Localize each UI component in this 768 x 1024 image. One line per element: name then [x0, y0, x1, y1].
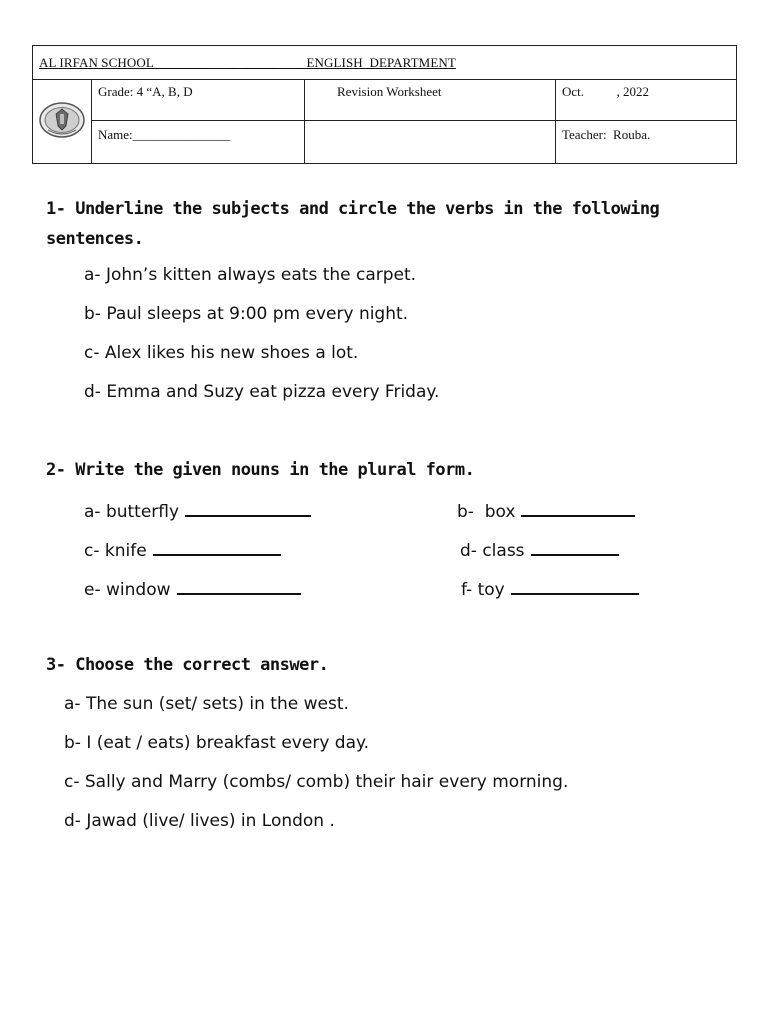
q3-item-d: d- Jawad (live/ lives) in London . [64, 811, 335, 831]
q2-item-d [460, 538, 619, 561]
answer-blank[interactable] [531, 538, 619, 556]
q1-item-c: c- Alex likes his new shoes a lot. [84, 343, 359, 363]
q3-item-b: b- I (eat / eats) breakfast every day. [64, 733, 370, 753]
question-3-title: 3- Choose the correct answer. [46, 655, 329, 675]
question-1-title: 1- Underline the subjects and circle the verbs in the following sentences. [46, 199, 660, 249]
worksheet-title: Revision Worksheet [305, 80, 556, 121]
q2-item-f-label: f- toy [461, 580, 505, 600]
empty-cell [305, 121, 556, 164]
date-label: Oct. , 2022 [556, 80, 737, 121]
q2-item-e-label: e- window [84, 580, 171, 600]
q2-item-a-label: a- butterfly [84, 502, 180, 522]
q2-item-c [84, 538, 281, 561]
q2-item-d-label: d- class [460, 541, 525, 561]
answer-blank[interactable] [153, 538, 281, 556]
q1-item-a: a- John’s kitten always eats the carpet. [84, 265, 417, 285]
answer-blank[interactable] [521, 499, 635, 517]
q2-item-f [461, 577, 639, 600]
q3-item-a: a- The sun (set/ sets) in the west. [64, 694, 349, 714]
school-name: AL IRFAN SCHOOL________ _ _____ _ ENGLISH DEPARTMENT [39, 54, 456, 70]
grade-label: Grade: 4 “A, B, D [92, 80, 305, 121]
worksheet-header [32, 45, 737, 164]
school-crest-icon [38, 100, 86, 140]
q2-item-b-label: b- box [457, 502, 516, 522]
answer-blank[interactable] [177, 577, 301, 595]
school-department-line [33, 46, 737, 80]
q2-item-b [457, 499, 635, 522]
q1-item-b: b- Paul sleeps at 9:00 pm every night. [84, 304, 409, 324]
question-2-title: 2- Write the given nouns in the plural form. [46, 460, 475, 480]
answer-blank[interactable] [511, 577, 639, 595]
teacher-label: Teacher: Rouba. [556, 121, 737, 164]
q2-item-e [84, 577, 301, 600]
q2-item-a [84, 499, 311, 522]
q2-item-c-label: c- knife [84, 541, 147, 561]
q1-item-d: d- Emma and Suzy eat pizza every Friday. [84, 382, 440, 402]
q3-item-c: c- Sally and Marry (combs/ comb) their hair every morning. [64, 772, 569, 792]
school-logo [33, 80, 92, 164]
answer-blank[interactable] [185, 499, 311, 517]
student-name-field: Name:_______________ [92, 121, 305, 164]
